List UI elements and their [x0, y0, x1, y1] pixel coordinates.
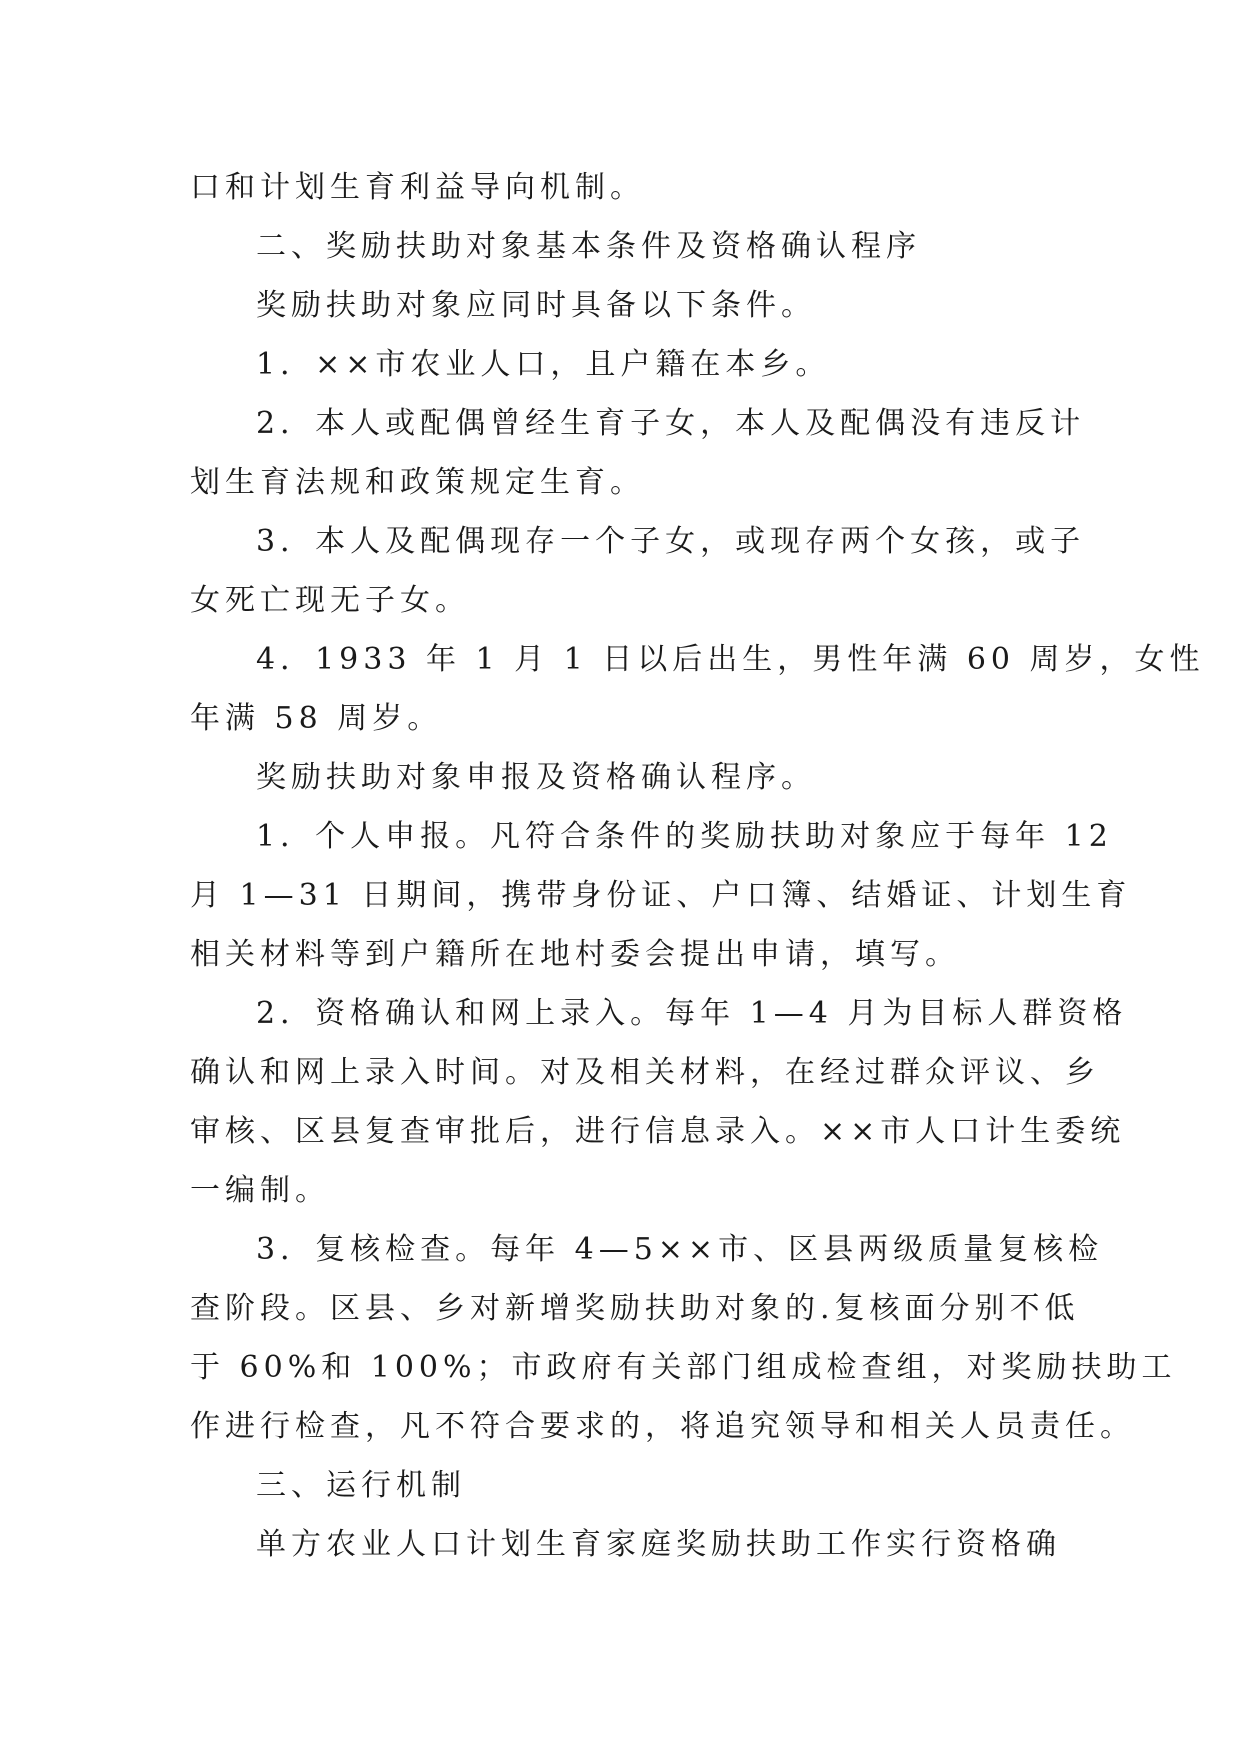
- paragraph-line: 确认和网上录入时间。对及相关材料，在经过群众评议、乡: [190, 1055, 1100, 1090]
- paragraph-line: 查阶段。区县、乡对新增奖励扶助对象的.复核面分别不低: [190, 1291, 1080, 1326]
- list-item: 4．1933 年 1 月 1 日以后出生，男性年满 60 周岁，女性: [256, 642, 1205, 677]
- paragraph-line: 月 1—31 日期间，携带身份证、户口簿、结婚证、计划生育: [190, 878, 1132, 913]
- list-item: 2．资格确认和网上录入。每年 1—4 月为目标人群资格: [256, 996, 1128, 1031]
- paragraph-line: 口和计划生育利益导向机制。: [190, 170, 645, 205]
- document-body: [190, 158, 1205, 1574]
- paragraph-line: 女死亡现无子女。: [190, 583, 470, 618]
- paragraph-line: 划生育法规和政策规定生育。: [190, 465, 645, 500]
- section-heading: 二、奖励扶助对象基本条件及资格确认程序: [256, 229, 921, 264]
- list-item: 3．复核检查。每年 4—5××市、区县两级质量复核检: [256, 1232, 1104, 1267]
- paragraph-line: 奖励扶助对象申报及资格确认程序。: [256, 760, 816, 795]
- paragraph-line: 奖励扶助对象应同时具备以下条件。: [256, 288, 816, 323]
- list-item: 1．个人申报。凡符合条件的奖励扶助对象应于每年 12: [256, 819, 1113, 854]
- paragraph-line: 相关材料等到户籍所在地村委会提出申请，填写。: [190, 937, 960, 972]
- list-item: 2．本人或配偶曾经生育子女，本人及配偶没有违反计: [256, 406, 1086, 441]
- paragraph-line: 单方农业人口计划生育家庭奖励扶助工作实行资格确: [256, 1527, 1061, 1562]
- section-heading: 三、运行机制: [256, 1468, 466, 1503]
- paragraph-line: 审核、区县复查审批后，进行信息录入。××市人口计生委统: [190, 1114, 1126, 1149]
- list-item: 3．本人及配偶现存一个子女，或现存两个女孩，或子: [256, 524, 1086, 559]
- paragraph-line: 于 60%和 100%；市政府有关部门组成检查组，对奖励扶助工: [190, 1350, 1177, 1385]
- paragraph-line: 年满 58 周岁。: [190, 701, 443, 736]
- paragraph-line: 一编制。: [190, 1173, 330, 1208]
- list-item: 1．××市农业人口，且户籍在本乡。: [256, 347, 831, 382]
- paragraph-line: 作进行检查，凡不符合要求的，将追究领导和相关人员责任。: [190, 1409, 1135, 1444]
